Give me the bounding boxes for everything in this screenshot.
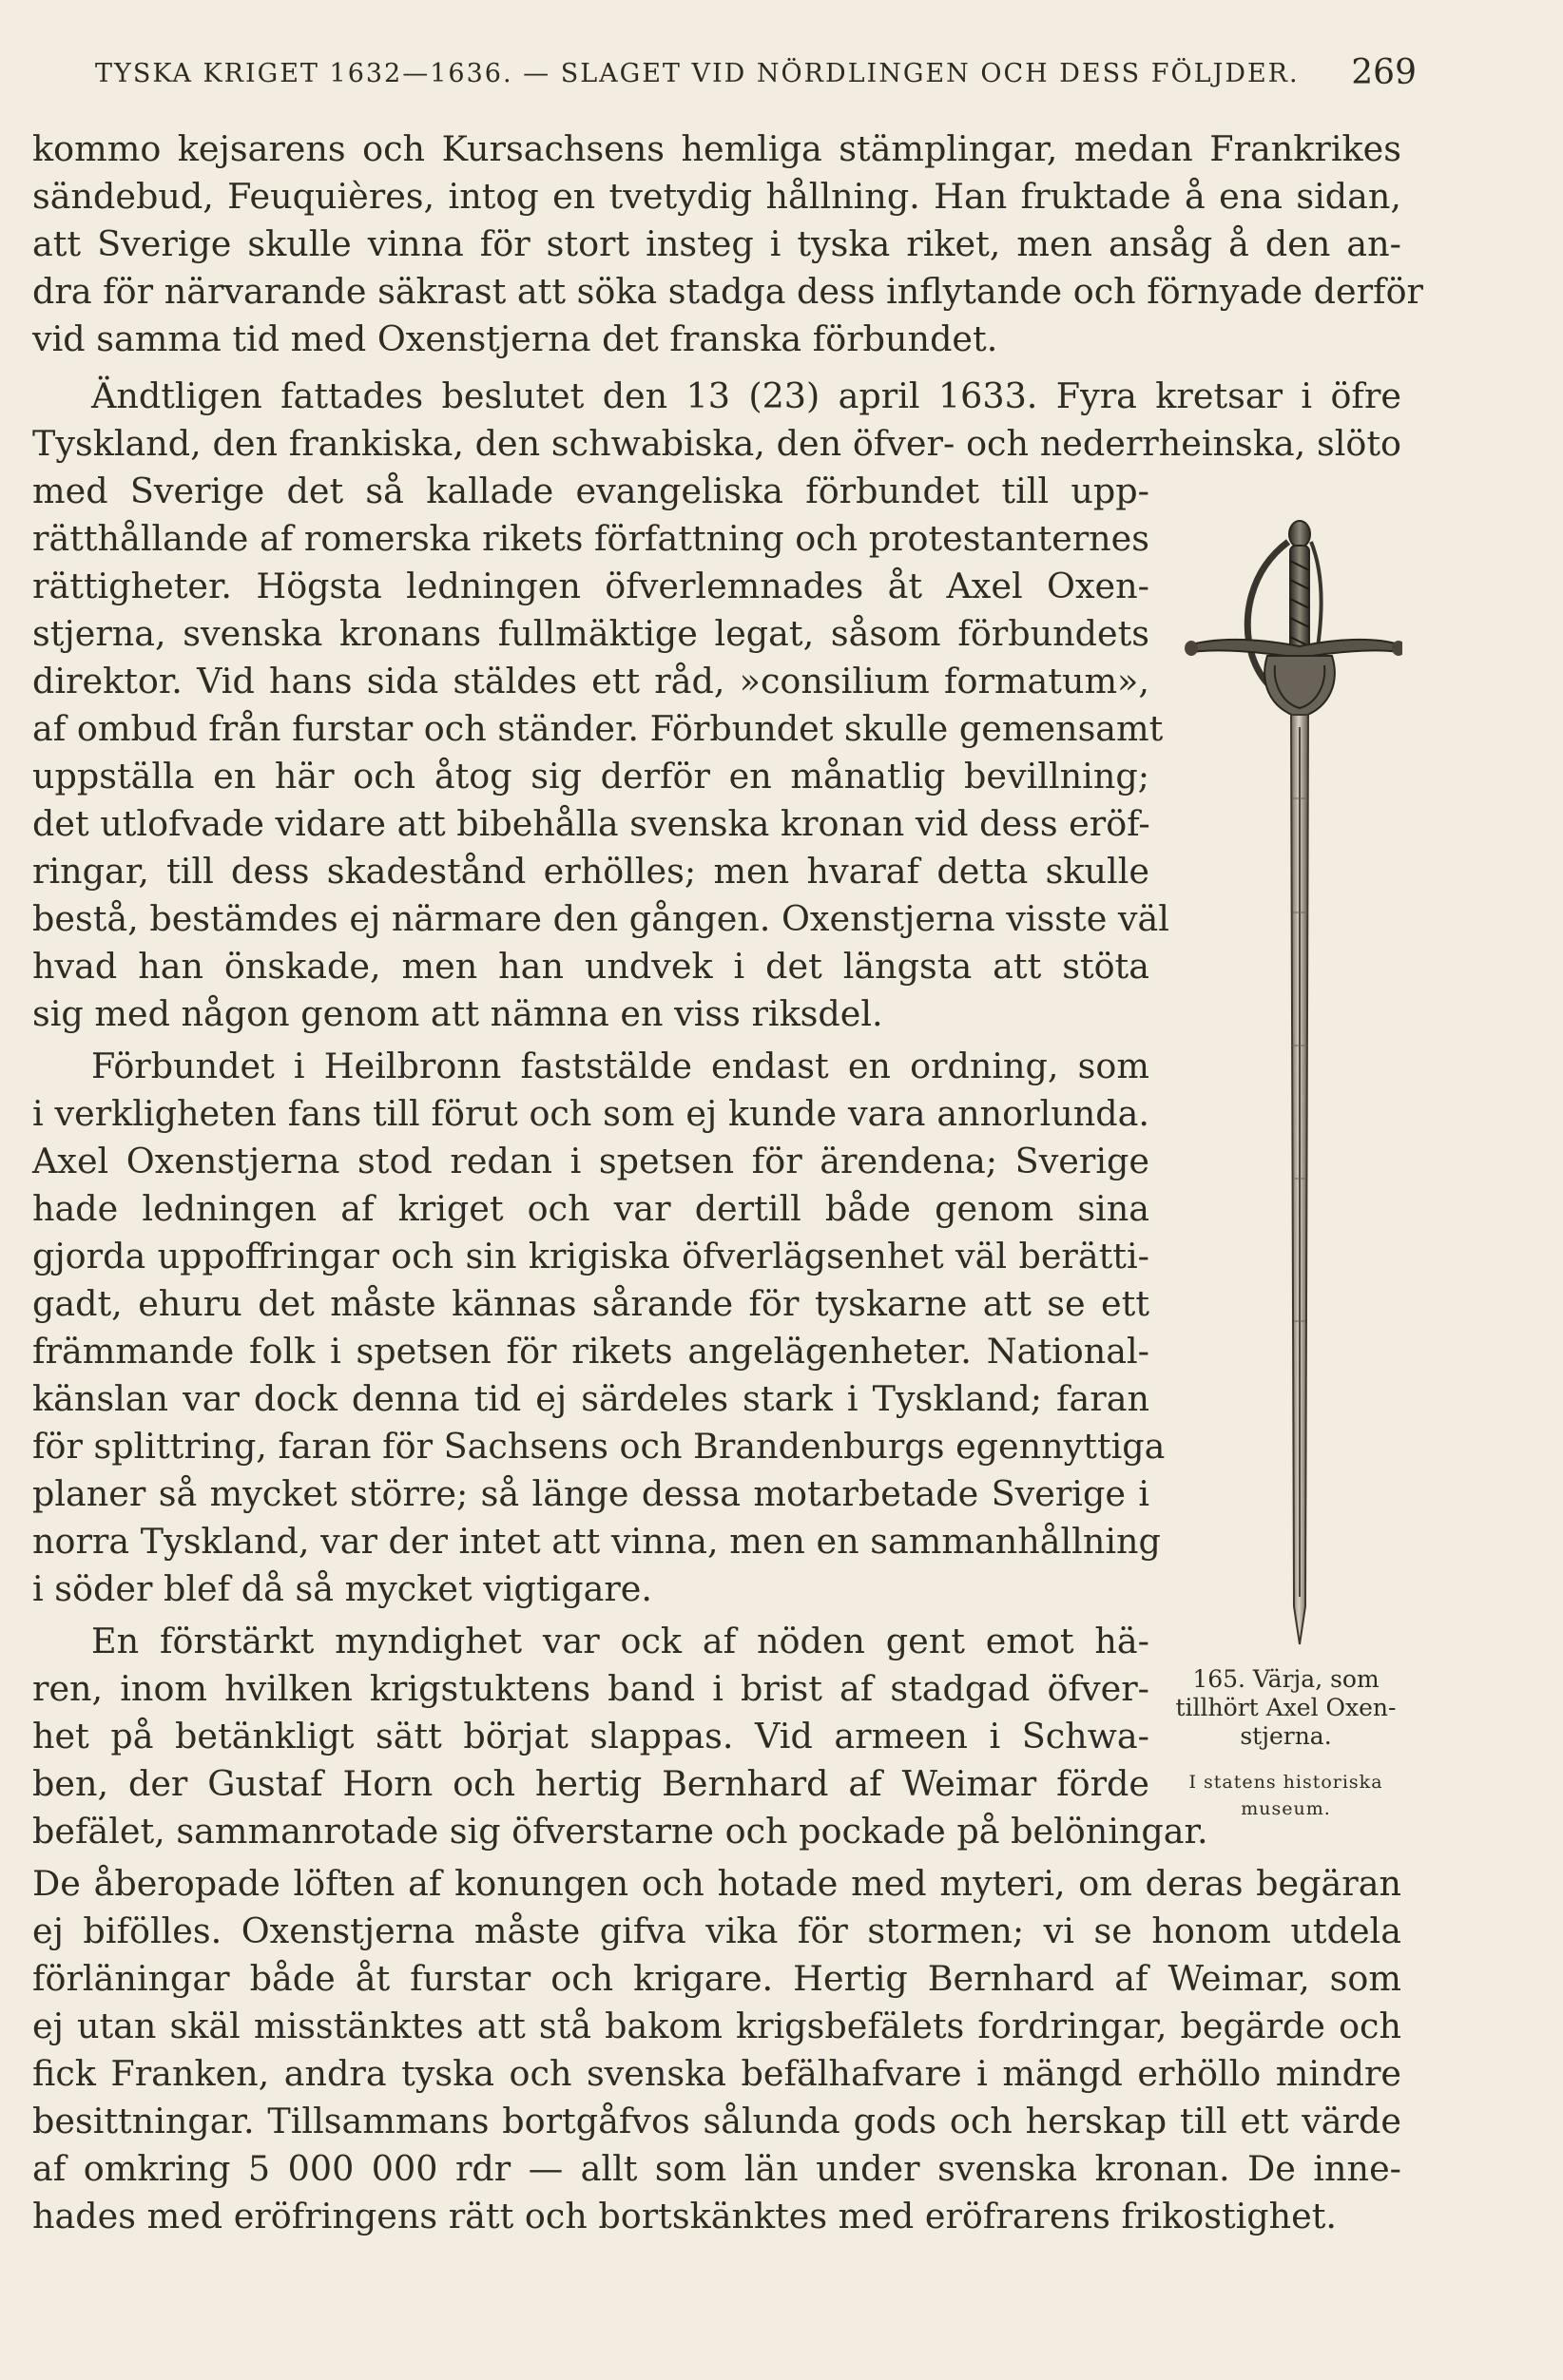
running-header: [95, 53, 1417, 95]
text-line: rättigheter. Högsta ledningen öfverlemnades åt Axel Oxen-: [32, 566, 1149, 606]
text-line: stjerna, svenska kronans fullmäktige legat, såsom förbundets: [32, 613, 1149, 654]
text-line: det utlofvade vidare att bibehålla svenska kronan vid dess eröf-: [32, 803, 1150, 844]
text-line: känslan var dock denna tid ej särdeles stark i Tyskland; faran: [32, 1378, 1149, 1419]
text-line: i söder blef då så mycket vigtigare.: [32, 1568, 653, 1609]
text-line: rätthållande af romerska rikets författning och protestanternes: [32, 518, 1150, 559]
text-line: Axel Oxenstjerna stod redan i spetsen för ärendena; Sverige: [32, 1141, 1149, 1181]
text-line: främmande folk i spetsen för rikets angelägenheter. National-: [32, 1331, 1149, 1372]
figure-caption-line: stjerna.: [1240, 1722, 1332, 1750]
text-line: uppställa en här och åtog sig derför en månatlig bevillning;: [32, 756, 1149, 797]
text-line: att Sverige skulle vinna för stort insteg i tyska riket, men ansåg å den an-: [32, 223, 1401, 264]
text-line: het på betänkligt sätt börjat slappas. Vid armeen i Schwa-: [32, 1716, 1149, 1756]
text-line: förläningar både åt furstar och krigare. Hertig Bernhard af Weimar, som: [32, 1958, 1401, 1999]
text-line: för splittring, faran för Sachsens och Brandenburgs egennyttiga: [32, 1426, 1166, 1467]
text-line: sig med någon genom att nämna en viss riksdel.: [32, 993, 883, 1034]
text-line: gadt, ehuru det måste kännas sårande för tyskarne att se ett: [32, 1283, 1149, 1324]
text-line: dra för närvarande säkrast att söka stadga dess inflytande och förnyade derför: [32, 271, 1423, 312]
figure-caption-line: I statens historiska: [1188, 1772, 1383, 1793]
text-line: af ombud från furstar och ständer. Förbundet skulle gemensamt: [32, 708, 1164, 749]
text-line: planer så mycket större; så länge dessa motarbetade Sverige i: [32, 1473, 1149, 1514]
figure-caption-line: tillhört Axel Oxen-: [1175, 1694, 1397, 1721]
text-line: hade ledningen af kriget och var dertill både genom sina: [32, 1188, 1149, 1229]
sword-illustration: [1184, 513, 1402, 1654]
text-line: befälet, sammanrotade sig öfverstarne och pockade på belöningar.: [32, 1811, 1208, 1852]
text-line: ben, der Gustaf Horn och hertig Bernhard af Weimar förde: [32, 1763, 1149, 1804]
text-line: Förbundet i Heilbronn faststälde endast en ordning, som: [91, 1046, 1149, 1086]
running-title: TYSKA KRIGET 1632—1636. — SLAGET VID NÖRDLINGEN OCH DESS FÖLJDER.: [95, 59, 1300, 88]
text-line: i verkligheten fans till förut och som ej kunde vara annorlunda.: [32, 1093, 1149, 1134]
text-line: hvad han önskade, men han undvek i det längsta att stöta: [32, 946, 1149, 987]
text-line: En förstärkt myndighet var ock af nöden gent emot hä-: [91, 1621, 1149, 1661]
text-line: ej utan skäl misstänktes att stå bakom krigsbefälets fordringar, begärde och: [32, 2006, 1401, 2046]
text-line: med Sverige det så kallade evangeliska förbundet till upp-: [32, 470, 1149, 511]
text-line: ringar, till dess skadestånd erhölles; men hvaraf detta skulle: [32, 851, 1149, 892]
text-line: bestå, bestämdes ej närmare den gången. Oxenstjerna visste väl: [32, 898, 1169, 939]
text-line: Ändtligen fattades beslutet den 13 (23) april 1633. Fyra kretsar i öfre: [91, 375, 1401, 416]
text-line: besittningar. Tillsammans bortgåfvos sålunda gods och herskap till ett värde: [32, 2101, 1401, 2141]
text-line: ren, inom hvilken krigstuktens band i brist af stadgad öfver-: [32, 1668, 1149, 1709]
text-line: sändebud, Feuquières, intog en tvetydig hållning. Han fruktade å ena sidan,: [32, 176, 1401, 217]
text-line: kommo kejsarens och Kursachsens hemliga stämplingar, medan Frankrikes: [32, 128, 1401, 169]
page-number: 269: [1351, 53, 1417, 92]
text-line: ej bifölles. Oxenstjerna måste gifva vika för stormen; vi se honom utdela: [32, 1910, 1401, 1951]
text-line: De åberopade löften af konungen och hotade med myteri, om deras begäran: [32, 1863, 1401, 1904]
text-line: direktor. Vid hans sida stäldes ett råd, »consilium formatum»,: [32, 661, 1149, 701]
figure-caption-line: museum.: [1241, 1798, 1331, 1819]
text-line: af omkring 5 000 000 rdr — allt som län under svenska kronan. De inne-: [32, 2148, 1401, 2189]
text-line: gjorda uppoffringar och sin krigiska öfverlägsenhet väl berätti-: [32, 1236, 1149, 1276]
text-line: fick Franken, andra tyska och svenska befälhafvare i mängd erhöllo mindre: [32, 2053, 1401, 2094]
figure-caption-line: 165. Värja, som: [1192, 1665, 1380, 1693]
text-line: hades med eröfringens rätt och bortskänktes med eröfrarens frikostighet.: [32, 2196, 1338, 2236]
text-line: norra Tyskland, var der intet att vinna, men en sammanhållning: [32, 1521, 1161, 1562]
text-line: Tyskland, den frankiska, den schwabiska, den öfver- och nederrheinska, slöto: [32, 423, 1401, 464]
text-line: vid samma tid med Oxenstjerna det franska förbundet.: [32, 318, 998, 359]
